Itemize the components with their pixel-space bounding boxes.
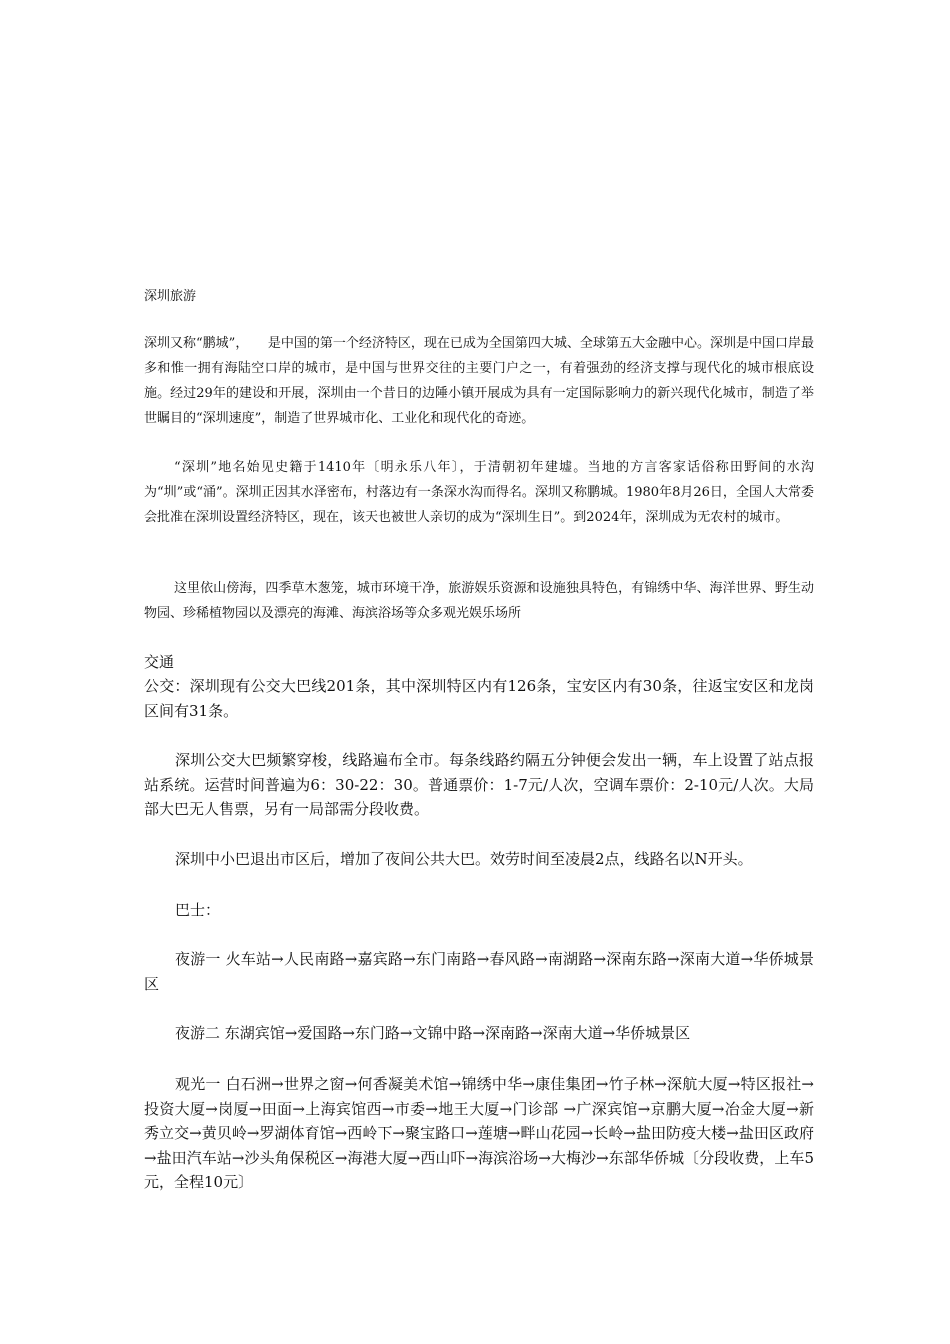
route-sightseeing-1: 观光一 白石洲→世界之窗→何香凝美术馆→锦绣中华→康佳集团→竹子林→深航大厦→特区报社→投资大厦→岗厦→田面→上海宾馆西→市委→地王大厦→门诊部 →广深宾馆→京鹏大厦→冶金大厦→新秀立交→黄贝岭→罗湖体育馆→西岭下→聚宝路口→莲塘→畔山花园→长岭→盐田防疫大楼→盐田区政府→盐田汽车站→沙头角保税区→海港大厦→西山吓→海滨浴场→大梅沙→东部华侨城〔分段收费，上车5元，全程10元〕 <box>144 1075 814 1191</box>
bus-detail-paragraph: 深圳公交大巴频繁穿梭，线路遍布全市。每条线路约隔五分钟便会发出一辆，车上设置了站点报站系统。运营时间普遍为6：30-22：30。普通票价：1-7元/人次，空调车票价：2-10元/人次。大局部大巴无人售票，另有一局部需分段收费。 <box>144 751 814 818</box>
night-bus-paragraph: 深圳中小巴退出市区后，增加了夜间公共大巴。效劳时间至凌晨2点，线路名以N开头。 <box>175 850 753 868</box>
bus-summary-paragraph: 公交：深圳现有公交大巴线201条，其中深圳特区内有126条，宝安区内有30条，往返宝安区和龙岗区间有31条。 <box>144 677 814 720</box>
history-paragraph: “深圳”地名始见史籍于1410年〔明永乐八年〕，于清朝初年建墟。当地的方言客家话俗称田野间的水沟为“圳”或“涌”。深圳正因其水泽密布，村落边有一条深水沟而得名。深圳又称鹏城。1980年8月26日，全国人大常委会批准在深圳设置经济特区，现在，该天也被世人亲切的成为“深圳生日”。到2024年，深圳成为无农村的城市。 <box>144 460 814 525</box>
intro-paragraph: 深圳又称“鹏城”， 是中国的第一个经济特区，现在已成为全国第四大城、全球第五大金融中心。深圳是中国口岸最多和惟一拥有海陆空口岸的城市，是中国与世界交往的主要门户之一，有着强劲的经济支撑与现代化的城市根底设施。经过29年的建设和开展，深圳由一个昔日的边陲小镇开展成为具有一定国际影响力的新兴现代化城市，制造了举世瞩目的“深圳速度”，制造了世界城市化、工业化和现代化的奇迹。 <box>144 336 814 426</box>
scenery-paragraph: 这里依山傍海，四季草木葱笼，城市环境干净，旅游娱乐资源和设施独具特色，有锦绣中华、海洋世界、野生动物园、珍稀植物园以及漂亮的海滩、海滨浴场等众多观光娱乐场所 <box>144 581 814 621</box>
transport-heading: 交通 <box>144 653 175 671</box>
document-title: 深圳旅游 <box>144 289 197 304</box>
route-night-2: 夜游二 东湖宾馆→爱国路→东门路→文锦中路→深南路→深南大道→华侨城景区 <box>175 1024 691 1042</box>
route-night-1: 夜游一 火车站→人民南路→嘉宾路→东门南路→春风路→南湖路→深南东路→深南大道→华侨城景区 <box>144 950 814 993</box>
bus-label: 巴士： <box>175 901 221 919</box>
